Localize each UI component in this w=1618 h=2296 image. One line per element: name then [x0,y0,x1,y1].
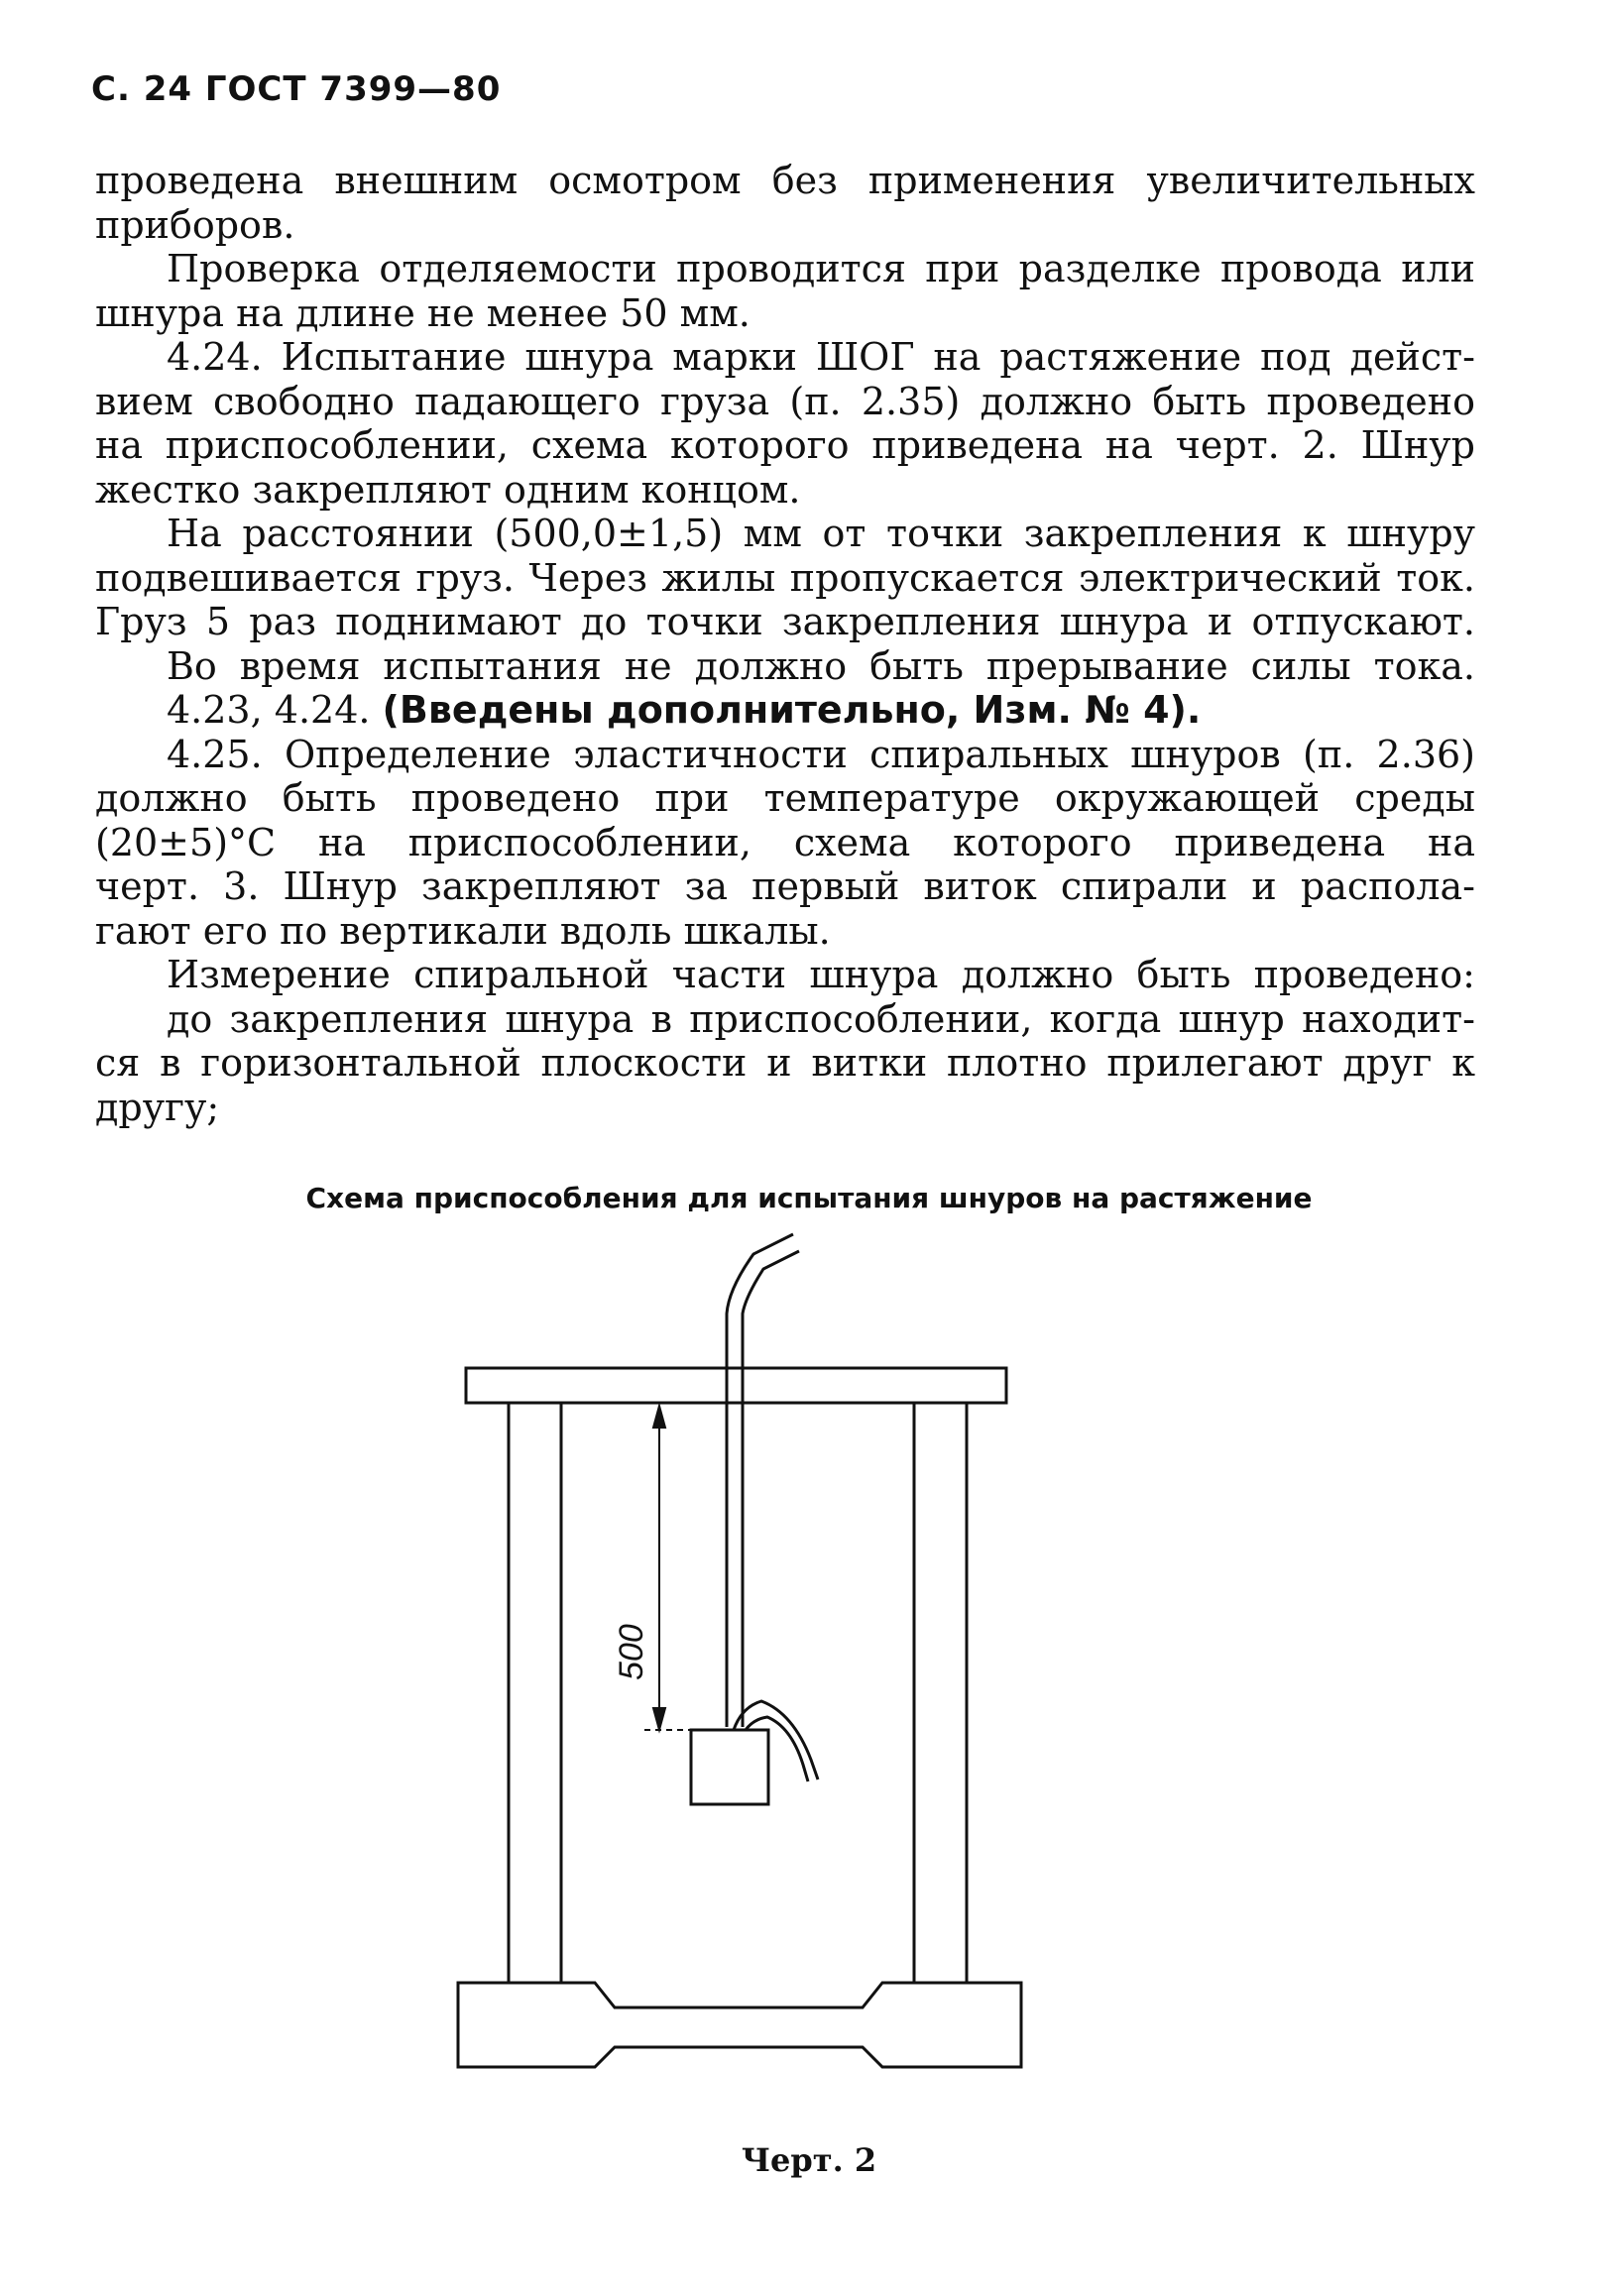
amendment-note [95,688,1475,733]
paragraph-line: шнура на длине не менее 50 мм. [95,290,751,335]
right-post [914,1403,967,1983]
paragraph-line: 4.24. Испытание шнура марки ШОГ на растяжение под дейст- [167,335,1475,379]
paragraph-line: черт. 3. Шнур закрепляют за первый виток спирали и распола- [95,864,1475,908]
paragraph-line: приборов. [95,202,295,247]
paragraph-line: Проверка отделяемости проводится при разделке провода или [167,247,1475,290]
amendment-text: (Введены дополнительно, Изм. № 4). [382,688,1202,732]
dimension-label: 500 [613,1624,650,1680]
paragraph-line: Груз 5 раз поднимают до точки закрепления шнура и отпускают. [95,600,1475,643]
cord [727,1234,799,1727]
paragraph-line: проведена внешним осмотром без применения увеличительных [95,159,1475,202]
amendment-ref: 4.23, 4.24. [167,688,383,732]
page-header: С. 24 ГОСТ 7399—80 [91,69,502,109]
paragraph-line: жестко закрепляют одним концом. [95,467,801,512]
paragraph-line: на приспособлении, схема которого приведена на черт. 2. Шнур [95,423,1475,467]
paragraph-line: ся в горизонтальной плоскости и витки плотно прилегают друг к [95,1041,1475,1085]
paragraph-line: На расстоянии (500,0±1,5) мм от точки закрепления к шнуру [167,512,1475,555]
figure-caption: Черт. 2 [741,2141,877,2179]
top-crossbar [466,1368,1006,1403]
paragraph-line: (20±5)°С на приспособлении, схема которого приведена на [95,820,1475,864]
paragraph-line: подвешивается груз. Через жилы пропускается электрический ток. [95,555,1475,600]
paragraph-line: до закрепления шнура в приспособлении, когда шнур находит- [167,996,1475,1041]
dimension-500 [644,1406,729,1730]
figure-title: Схема приспособления для испытания шнуров на растяжение [305,1182,1313,1214]
paragraph-line: гают его по вертикали вдоль шкалы. [95,908,831,953]
left-post [509,1403,561,1983]
paragraph-line: Во время испытания не должно быть прерывание силы тока. [167,643,1475,688]
paragraph-line: вием свободно падающего груза (п. 2.35) должно быть проведено [95,379,1475,423]
paragraph-line: должно быть проведено при температуре окружающей среды [95,776,1475,820]
paragraph-line: другу; [95,1085,220,1129]
cord-free-end [734,1701,818,1781]
base-plate [458,1983,1021,2067]
paragraph-line: 4.25. Определение эластичности спиральных шнуров (п. 2.36) [167,732,1475,776]
body-text [95,159,1475,1129]
paragraph-line: Измерение спиральной части шнура должно быть проведено: [167,953,1475,996]
load-weight [691,1730,768,1804]
